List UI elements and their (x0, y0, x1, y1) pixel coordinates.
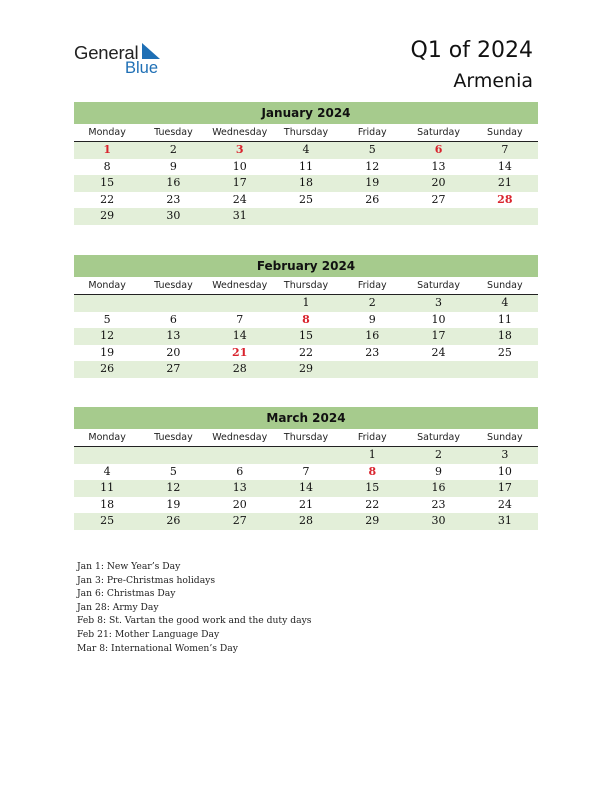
day-cell: 1 (302, 296, 310, 309)
day-cell: 17 (232, 176, 247, 189)
logo-text-blue: Blue (125, 59, 159, 77)
weekday-label: Friday (357, 280, 387, 291)
weekday-label: Wednesday (212, 127, 268, 138)
day-cell: 2 (169, 143, 177, 156)
day-cell: 14 (298, 481, 313, 494)
day-cell: 7 (501, 143, 509, 156)
day-cell: 18 (298, 176, 313, 189)
day-cell (405, 208, 471, 225)
month-march (74, 407, 538, 530)
week-row (74, 497, 538, 514)
day-cell: 20 (232, 497, 247, 511)
day-cell: 27 (166, 362, 181, 375)
day-cell: 5 (169, 464, 177, 478)
weekday-header-row (74, 429, 538, 447)
day-cell: 23 (166, 192, 181, 206)
day-cell: 11 (497, 312, 512, 326)
week-row (74, 480, 538, 497)
day-cell: 13 (232, 481, 247, 494)
day-cell: 27 (431, 192, 446, 206)
day-cell (472, 361, 538, 378)
day-cell: 26 (100, 362, 115, 375)
day-cell: 30 (166, 209, 181, 222)
weekday-label: Thursday (283, 280, 329, 291)
weekday-label: Sunday (487, 127, 523, 138)
weekday-label: Sunday (487, 432, 523, 443)
day-cell (405, 361, 471, 378)
week-row (74, 513, 538, 530)
day-cell: 4 (302, 143, 310, 156)
holiday-note: Jan 1: New Year’s Day (77, 561, 181, 572)
weekday-label: Friday (357, 127, 387, 138)
day-cell: 2 (435, 448, 443, 461)
day-cell: 22 (365, 497, 380, 511)
day-cell (140, 447, 206, 464)
holiday-note: Feb 8: St. Vartan the good work and the duty days (77, 615, 312, 627)
day-cell: 18 (497, 329, 512, 342)
day-cell: 3 (435, 296, 443, 309)
weekday-label: Thursday (283, 127, 329, 138)
day-cell: 25 (497, 345, 512, 359)
day-cell: 26 (365, 192, 380, 206)
day-cell: 22 (298, 345, 313, 359)
day-cell: 9 (169, 159, 177, 173)
day-cell (273, 447, 339, 464)
holiday-notes (77, 560, 311, 655)
weekday-label: Thursday (283, 432, 329, 443)
day-cell: 17 (431, 329, 446, 342)
day-cell: 31 (497, 514, 512, 527)
day-cell: 19 (365, 176, 380, 189)
week-row (74, 328, 538, 345)
weekday-label: Tuesday (154, 432, 193, 443)
day-cell: 3 (501, 448, 509, 461)
month-february (74, 255, 538, 378)
day-cell: 10 (232, 159, 247, 173)
day-cell: 4 (103, 464, 111, 478)
day-cell: 20 (166, 345, 181, 359)
weekday-label: Wednesday (212, 432, 268, 443)
day-cell: 23 (365, 345, 380, 359)
week-row (74, 142, 538, 159)
day-cell: 15 (298, 329, 313, 342)
weekday-label: Friday (357, 432, 387, 443)
day-cell: 13 (166, 329, 181, 342)
week-row (74, 159, 538, 176)
day-cell: 12 (166, 481, 181, 494)
weekday-header-row (74, 277, 538, 295)
holiday-day-cell: 1 (103, 143, 111, 156)
day-cell: 12 (365, 159, 380, 173)
day-cell (472, 208, 538, 225)
day-cell: 5 (103, 312, 111, 326)
page-title: Q1 of 2024 (410, 38, 533, 63)
day-cell: 19 (100, 345, 115, 359)
day-cell (140, 295, 206, 312)
day-cell: 26 (166, 514, 181, 527)
day-cell: 21 (497, 176, 512, 189)
day-cell: 9 (368, 312, 376, 326)
day-cell: 16 (166, 176, 181, 189)
day-cell: 24 (232, 192, 247, 206)
holiday-day-cell: 8 (302, 312, 310, 326)
day-cell: 10 (497, 464, 512, 478)
day-cell: 13 (431, 159, 446, 173)
holiday-note: Mar 8: International Women’s Day (77, 642, 238, 654)
day-cell: 25 (100, 514, 115, 527)
day-cell: 7 (302, 464, 310, 478)
holiday-day-cell: 21 (232, 345, 248, 359)
country-name: Armenia (453, 70, 533, 92)
day-cell: 15 (365, 481, 380, 494)
weekday-label: Tuesday (154, 127, 193, 138)
day-cell: 11 (298, 159, 313, 173)
weekday-label: Sunday (487, 280, 523, 291)
week-row (74, 447, 538, 464)
month-title: March 2024 (74, 407, 538, 429)
day-cell: 29 (298, 362, 313, 375)
day-cell: 29 (365, 514, 380, 527)
weekday-label: Wednesday (212, 280, 268, 291)
day-cell: 5 (368, 143, 376, 156)
day-cell: 16 (431, 481, 446, 494)
day-cell: 31 (232, 209, 247, 222)
day-cell (273, 208, 339, 225)
day-cell: 25 (298, 192, 313, 206)
day-cell: 12 (100, 329, 115, 342)
holiday-day-cell: 8 (368, 464, 377, 478)
day-cell: 11 (100, 481, 115, 494)
month-january (74, 102, 538, 225)
day-cell: 20 (431, 176, 446, 189)
day-cell: 28 (232, 362, 247, 375)
day-cell (207, 447, 273, 464)
holiday-note: Jan 6: Christmas Day (77, 588, 176, 600)
month-title: January 2024 (74, 102, 538, 124)
weekday-header-row (74, 124, 538, 142)
weekday-label: Monday (88, 280, 126, 291)
day-cell: 7 (236, 312, 244, 326)
day-cell: 23 (431, 497, 446, 511)
day-cell (339, 361, 405, 378)
weekday-label: Saturday (417, 280, 460, 291)
day-cell: 22 (100, 192, 115, 206)
weekday-label: Monday (88, 127, 126, 138)
week-row (74, 192, 538, 209)
day-cell: 24 (431, 345, 446, 359)
day-cell: 6 (236, 464, 244, 478)
weekday-label: Saturday (417, 127, 460, 138)
week-row (74, 208, 538, 225)
day-cell: 29 (100, 209, 115, 222)
day-cell: 9 (435, 464, 443, 478)
holiday-day-cell: 6 (434, 143, 443, 156)
day-cell: 28 (298, 514, 313, 527)
day-cell: 14 (232, 329, 247, 342)
day-cell (74, 295, 140, 312)
holiday-note: Feb 21: Mother Language Day (77, 628, 220, 640)
day-cell: 8 (103, 159, 111, 173)
week-row (74, 295, 538, 312)
week-row (74, 464, 538, 481)
day-cell: 30 (431, 514, 446, 527)
day-cell: 2 (368, 296, 376, 309)
day-cell: 19 (166, 497, 181, 511)
day-cell: 6 (169, 312, 177, 326)
holiday-day-cell: 3 (235, 143, 244, 156)
day-cell (339, 208, 405, 225)
generalblue-logo (74, 40, 174, 80)
weekday-label: Tuesday (154, 280, 193, 291)
holiday-note: Jan 28: Army Day (77, 601, 159, 613)
weekday-label: Saturday (417, 432, 460, 443)
day-cell: 21 (298, 497, 313, 511)
day-cell: 16 (365, 329, 380, 342)
day-cell (207, 295, 273, 312)
day-cell: 17 (497, 481, 512, 494)
day-cell: 4 (501, 296, 509, 309)
day-cell: 15 (100, 176, 115, 189)
holiday-note: Jan 3: Pre-Christmas holidays (77, 574, 216, 586)
week-row (74, 312, 538, 329)
week-row (74, 345, 538, 362)
day-cell: 1 (368, 448, 376, 461)
logo-text-general: General (74, 42, 139, 63)
day-cell: 14 (497, 159, 512, 173)
day-cell: 10 (431, 312, 446, 326)
day-cell: 24 (497, 497, 512, 511)
logo-flag-icon (140, 43, 162, 59)
holiday-day-cell: 28 (497, 192, 513, 206)
day-cell: 18 (100, 497, 115, 511)
week-row (74, 361, 538, 378)
weekday-label: Monday (88, 432, 126, 443)
day-cell: 27 (232, 514, 247, 527)
day-cell (74, 447, 140, 464)
week-row (74, 175, 538, 192)
month-title: February 2024 (74, 255, 538, 277)
